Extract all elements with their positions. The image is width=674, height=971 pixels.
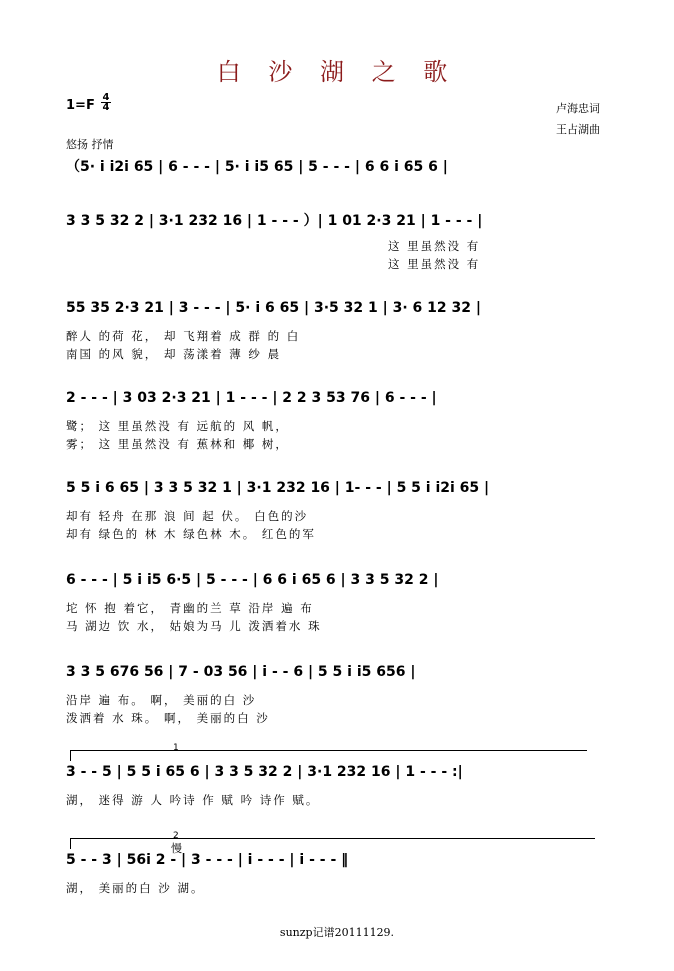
volta-label: 2 (173, 831, 179, 841)
volta-bracket-2 (70, 831, 595, 849)
lyric-verse-1: 鹭； 这 里虽然没 有 远航的 风 帆， (66, 419, 289, 433)
lyric-verse-1: 却有 轻舟 在那 浪 间 起 伏。 白色的沙 (66, 509, 309, 523)
notation-line: 6 - - - | 5 i i5 6·5 | 5 - - - | 6 6 i 65 6 | 3 3 5 32 2 | (66, 572, 439, 588)
composer: 王占湖曲 (556, 123, 600, 136)
lyric-verse-1: 沿岸 遍 布。 啊， 美丽的白 沙 (66, 693, 257, 707)
lyric-verse-2: 南国 的风 貌， 却 荡漾着 薄 纱 晨 (66, 347, 282, 361)
tempo-marking: 悠扬 抒情 (66, 138, 114, 151)
lyricist: 卢海忠词 (556, 102, 600, 115)
lyric-verse-2: 泼洒着 水 珠。 啊， 美丽的白 沙 (66, 711, 270, 725)
transcriber-credit: sunzp记谱20111129. (279, 926, 395, 939)
notation-line: 3 3 5 676 56 | 7 - 03 56 | i - - 6 | 5 5 i i5 656 | (66, 664, 416, 680)
notation-line: 55 35 2·3 21 | 3 - - - | 5· i 6 65 | 3·5 32 1 | 3· 6 12 32 | (66, 300, 481, 316)
slow-marking: 慢 (171, 842, 182, 855)
lyric-verse-2: 这 里虽然没 有 (388, 257, 481, 271)
lyric-verse-1: 这 里虽然没 有 (388, 239, 481, 253)
lyric-verse-1: 湖， 美丽的白 沙 湖。 (66, 881, 205, 895)
notation-line: 5 5 i 6 65 | 3 3 5 32 1 | 3·1 232 16 | 1- - - | 5 5 i i2i 65 | (66, 480, 490, 496)
lyric-verse-2: 雾； 这 里虽然没 有 蕉林和 椰 树， (66, 437, 289, 451)
lyric-verse-2: 马 湖边 饮 水， 姑娘为马 儿 泼洒着水 珠 (66, 619, 322, 633)
song-title: 白 沙 湖 之 歌 (216, 58, 458, 86)
lyric-verse-1: 坨 怀 抱 着它， 青幽的兰 草 沿岸 遍 布 (66, 601, 314, 615)
notation-line: 5 - - 3 | 56i 2 - | 3 - - - | i - - - | i - - - ‖ (66, 852, 349, 868)
notation-line: 3 3 5 32 2 | 3·1 232 16 | 1 - - - ）| 1 01 2·3 21 | 1 - - - | (66, 213, 483, 229)
notation-line: （5· i i2i 65 | 6 - - - | 5· i i5 65 | 5 - - - | 6 6 i 65 6 | (66, 159, 448, 175)
lyric-verse-1: 醉人 的荷 花， 却 飞翔着 成 群 的 白 (66, 329, 301, 343)
volta-bracket-1 (70, 743, 587, 761)
lyric-verse-2: 却有 绿色的 林 木 绿色林 木。 红色的军 (66, 527, 316, 541)
key-signature: 1=F (66, 98, 95, 113)
meter-top: 4 (102, 92, 110, 103)
notation-line: 3 - - 5 | 5 5 i 65 6 | 3 3 5 32 2 | 3·1 232 16 | 1 - - - :| (66, 764, 463, 780)
meter-bottom: 4 (102, 102, 110, 113)
time-signature (101, 93, 111, 112)
notation-line: 2 - - - | 3 03 2·3 21 | 1 - - - | 2 2 3 53 76 | 6 - - - | (66, 390, 437, 406)
volta-label: 1 (173, 743, 179, 753)
lyric-verse-1: 湖， 迷得 游 人 吟诗 作 赋 吟 诗作 赋。 (66, 793, 320, 807)
